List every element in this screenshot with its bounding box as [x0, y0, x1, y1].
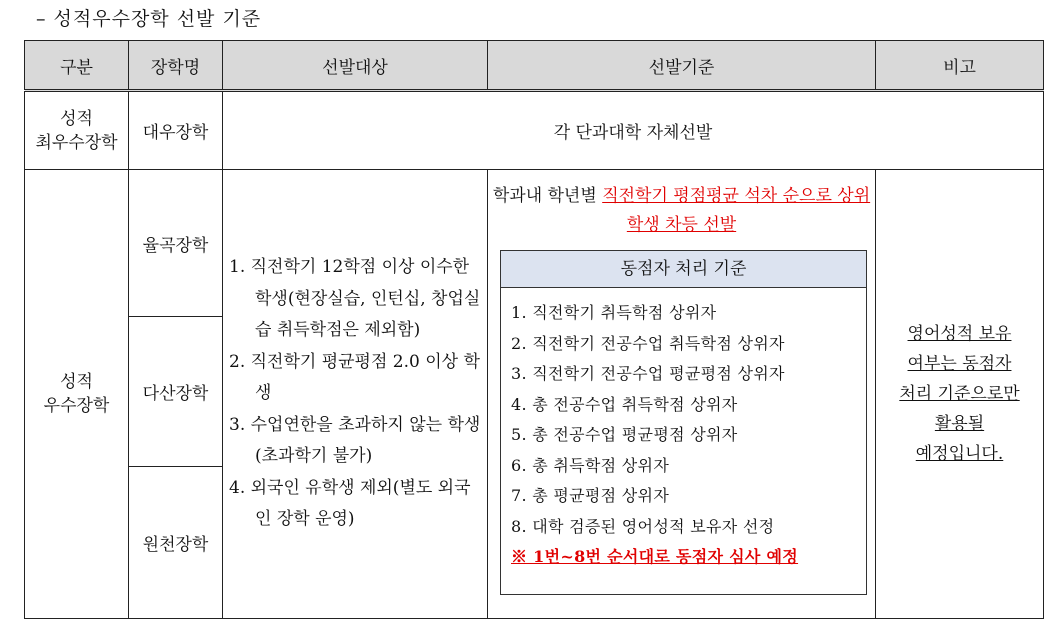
target-list — [223, 170, 488, 619]
category-top-excellence: 성적 최우수장학 — [25, 91, 129, 170]
list-item: 6. 총 취득학점 상위자 — [511, 455, 670, 475]
header-category: 구분 — [25, 41, 129, 91]
scholarship-name: 원천장학 — [129, 467, 223, 619]
list-item: 4. 외국인 유학생 제외(별도 외국인 장학 운영) — [229, 477, 471, 530]
list-item: 1. 직전학기 12학점 이상 이수한 학생(현장실습, 인턴십, 창업실습 취득학점은 제외함) — [229, 257, 481, 341]
category-excellence: 성적 우수장학 — [25, 170, 129, 619]
table-row — [25, 170, 1044, 317]
criteria-text: 각 단과대학 자체선발 — [223, 91, 1044, 170]
criteria-intro: 학과내 학년별 직전학기 평점평균 석차 순으로 상위 학생 차등 선발 — [492, 186, 871, 235]
list-item: 8. 대학 검증된 영어성적 보유자 선정 — [511, 516, 775, 536]
list-item: 5. 총 전공수업 평균평점 상위자 — [511, 425, 738, 444]
section-heading: – 성적우수장학 선발 기준 — [36, 8, 262, 30]
scholarship-name: 율곡장학 — [129, 170, 223, 317]
criteria-highlight: 직전학기 평점평균 석차 순으로 상위 학생 차등 선발 — [602, 186, 871, 235]
selection-criteria — [488, 170, 876, 619]
scholarship-name: 대우장학 — [129, 91, 223, 170]
list-item: 2. 직전학기 전공수업 취득학점 상위자 — [511, 333, 785, 353]
list-item: 1. 직전학기 취득학점 상위자 — [511, 303, 717, 322]
tie-break-note: ※ 1번~8번 순서대로 동점자 심사 예정 — [511, 547, 799, 566]
header-target: 선발대상 — [223, 41, 488, 91]
tie-break-box — [500, 250, 867, 595]
scholarship-criteria-table — [24, 40, 1044, 619]
list-item: 4. 총 전공수업 취득학점 상위자 — [511, 394, 738, 414]
table-header-row — [25, 41, 1044, 91]
list-item: 2. 직전학기 평균평점 2.0 이상 학생 — [229, 351, 480, 404]
header-criteria: 선발기준 — [488, 41, 876, 91]
scholarship-name: 다산장학 — [129, 317, 223, 467]
list-item: 7. 총 평균평점 상위자 — [511, 486, 670, 505]
header-scholarship-name: 장학명 — [129, 41, 223, 91]
header-remark: 비고 — [876, 41, 1044, 91]
tie-break-title: 동점자 처리 기준 — [501, 251, 866, 288]
table-row — [25, 91, 1044, 170]
list-item: 3. 직전학기 전공수업 평균평점 상위자 — [511, 364, 785, 383]
remark-note: 영어성적 보유 여부는 동점자 처리 기준으로만 활용될 예정입니다. — [876, 170, 1044, 619]
list-item: 3. 수업연한을 초과하지 않는 학생(초과학기 불가) — [229, 414, 481, 467]
